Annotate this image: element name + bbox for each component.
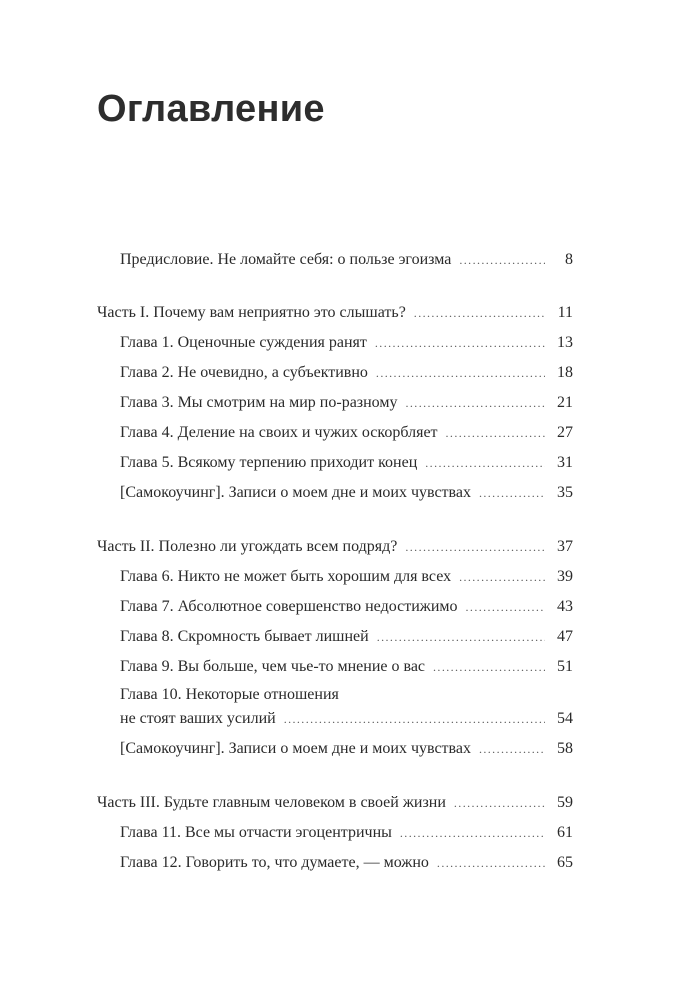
dot-leader <box>466 597 545 617</box>
toc-part-title: Часть II. Полезно ли угождать всем подряд? <box>97 538 398 555</box>
dot-leader <box>459 250 545 270</box>
dot-leader <box>405 537 545 557</box>
toc-chapter-5[interactable] <box>120 453 573 473</box>
dot-leader <box>479 483 545 503</box>
toc-page-number: 43 <box>557 598 573 615</box>
toc-part-title: Часть I. Почему вам неприятно это слышать? <box>97 304 406 321</box>
dot-leader <box>375 333 545 353</box>
toc-page-number: 21 <box>557 394 573 411</box>
toc-chapter-2[interactable] <box>120 363 573 383</box>
toc-page-number: 47 <box>557 628 573 645</box>
toc-page-number: 13 <box>557 334 573 351</box>
page-title: Оглавление <box>97 88 325 130</box>
toc-chapter-10[interactable] <box>120 709 573 729</box>
toc-entry-title: Глава 9. Вы больше, чем чье-то мнение о вас <box>120 658 426 675</box>
toc-selfcoaching-2[interactable] <box>120 739 573 759</box>
toc-page-number: 8 <box>565 251 573 268</box>
toc-page-number: 31 <box>557 454 573 471</box>
dot-leader <box>479 739 545 759</box>
toc-entry-title: Глава 8. Скромность бывает лишней <box>120 628 369 645</box>
toc-chapter-8[interactable] <box>120 627 573 647</box>
toc-part-3[interactable] <box>97 793 573 813</box>
dot-leader <box>400 823 545 843</box>
toc-entry-title: не стоят ваших усилий <box>120 710 276 727</box>
toc-part-1[interactable] <box>97 303 573 323</box>
toc-page-number: 37 <box>557 538 573 555</box>
toc-part-title: Часть III. Будьте главным человеком в своей жизни <box>97 794 446 811</box>
toc-page-number: 18 <box>557 364 573 381</box>
toc-selfcoaching-1[interactable] <box>120 483 573 503</box>
toc-page-number: 65 <box>557 854 573 871</box>
dot-leader <box>437 853 545 873</box>
toc-chapter-3[interactable] <box>120 393 573 413</box>
dot-leader <box>454 793 545 813</box>
toc-entry-title: Глава 3. Мы смотрим на мир по-разному <box>120 394 398 411</box>
toc-entry-title: Глава 6. Никто не может быть хорошим для всех <box>120 568 452 585</box>
toc-entry-title: Глава 5. Всякому терпению приходит конец <box>120 454 418 471</box>
toc-chapter-9[interactable] <box>120 657 573 677</box>
toc-entry-title: Глава 2. Не очевидно, а субъективно <box>120 364 368 381</box>
toc-entry-title: Глава 4. Деление на своих и чужих оскорбляет <box>120 424 438 441</box>
toc-page-number: 51 <box>557 658 573 675</box>
toc-entry-title: [Самокоучинг]. Записи о моем дне и моих чувствах <box>120 740 471 757</box>
toc-entry-title: Глава 1. Оценочные суждения ранят <box>120 334 367 351</box>
toc-page-number: 39 <box>557 568 573 585</box>
toc-chapter-6[interactable] <box>120 567 573 587</box>
toc-page-number: 54 <box>557 710 573 727</box>
toc-chapter-7[interactable] <box>120 597 573 617</box>
toc-chapter-11[interactable] <box>120 823 573 843</box>
toc-chapter-4[interactable] <box>120 423 573 443</box>
toc-page-number: 61 <box>557 824 573 841</box>
dot-leader <box>433 657 545 677</box>
dot-leader <box>284 709 545 729</box>
dot-leader <box>376 363 545 383</box>
toc-page-number: 27 <box>557 424 573 441</box>
toc-entry-title: Предисловие. Не ломайте себя: о пользе эгоизма <box>120 251 452 268</box>
toc-entry-title: Глава 7. Абсолютное совершенство недостижимо <box>120 598 458 615</box>
toc-chapter-10-line1[interactable]: Глава 10. Некоторые отношения <box>120 686 339 703</box>
dot-leader <box>414 303 545 323</box>
toc-entry-title: Глава 11. Все мы отчасти эгоцентричны <box>120 824 392 841</box>
toc-page-number: 59 <box>557 794 573 811</box>
toc-page-number: 58 <box>557 740 573 757</box>
dot-leader <box>459 567 545 587</box>
toc-entry-title: [Самокоучинг]. Записи о моем дне и моих чувствах <box>120 484 471 501</box>
toc-chapter-12[interactable] <box>120 853 573 873</box>
toc-part-2[interactable] <box>97 537 573 557</box>
toc-page-number: 11 <box>557 304 573 321</box>
toc-page-number: 35 <box>557 484 573 501</box>
toc-entry-preface[interactable] <box>120 250 573 270</box>
dot-leader <box>406 393 546 413</box>
toc-entry-title: Глава 12. Говорить то, что думаете, — можно <box>120 854 429 871</box>
dot-leader <box>446 423 545 443</box>
toc-chapter-1[interactable] <box>120 333 573 353</box>
dot-leader <box>425 453 545 473</box>
dot-leader <box>377 627 545 647</box>
